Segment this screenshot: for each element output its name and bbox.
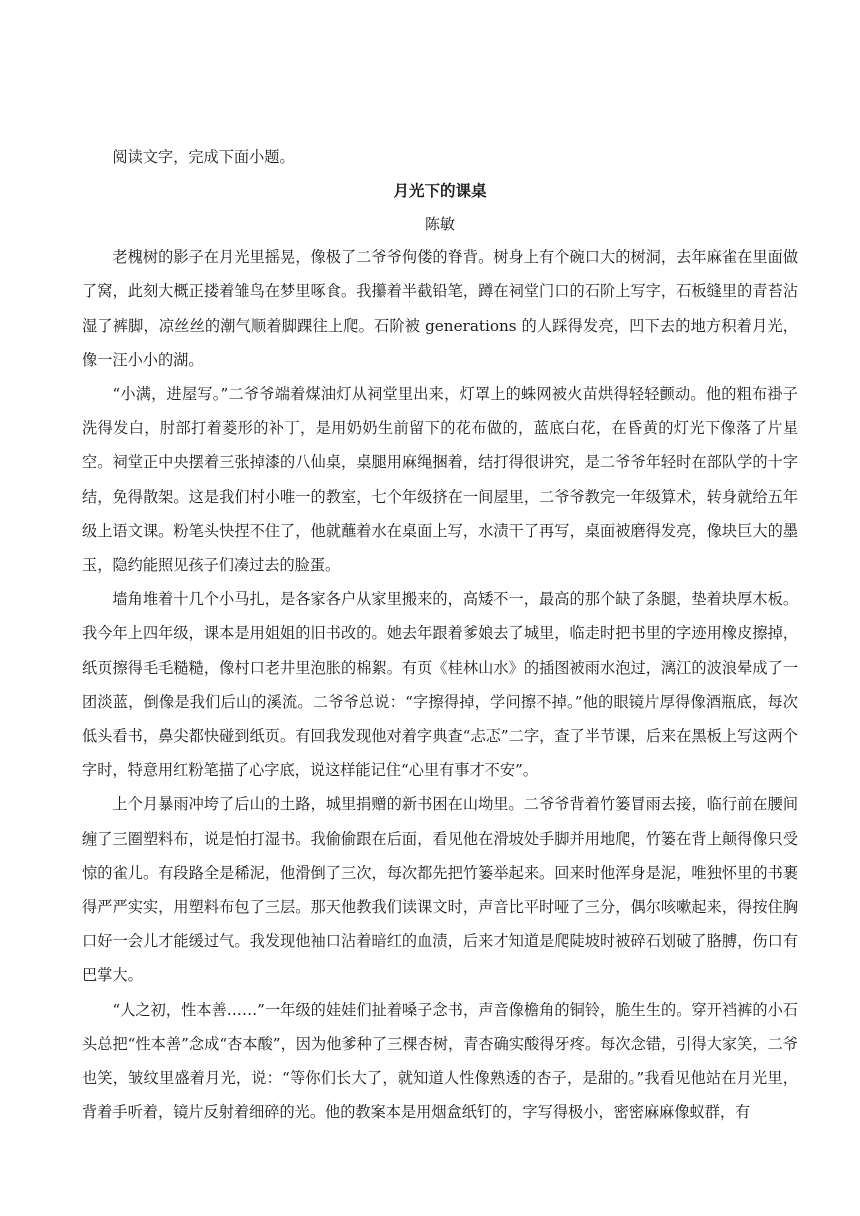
instruction-text: 阅读文字，完成下面小题。 (112, 148, 295, 166)
document-body (82, 140, 798, 1129)
paragraph-5: “人之初，性本善……”一年级的娃娃们扯着嗓子念书，声音像檐角的铜铃，脆生生的。穿开裆裤的小石头总把“性本善”念成“杏本酸”，因为他爹种了三棵杏树，青杏确实酸得牙疼。每次念错，引得大家笑，二爷也笑，皱纹里盛着月光，说：“等你们长大了，就知道人性像熟透的杏子，是甜的。”我看见他站在月光里，背着手听着，镜片反射着细碎的光。他的教案本是用烟盒纸钉的，字写得极小，密密麻麻像蚁群，有 (82, 1000, 798, 1122)
article-title: 月光下的课桌 (393, 181, 487, 201)
paragraph-2: “小满，进屋写。”二爷爷端着煤油灯从祠堂里出来，灯罩上的蛛网被火苗烘得轻轻颤动。他的粗布褂子洗得发白，肘部打着菱形的补丁，是用奶奶生前留下的花布做的，蓝底白花，在昏黄的灯光下像落了片星空。祠堂正中央摆着三张掉漆的八仙桌，桌腿用麻绳捆着，结打得很讲究，是二爷爷年轻时在部队学的十字结，免得散架。这是我们村小唯一的教室，七个年级挤在一间屋里，二爷爷教完一年级算术，转身就给五年级上语文课。粉笔头快捏不住了，他就蘸着水在桌面上写，水渍干了再写，桌面被磨得发亮，像块巨大的墨玉，隐约能照见孩子们凑过去的脸蛋。 (82, 385, 798, 575)
article-author: 陈敏 (424, 215, 455, 234)
paragraph-1: 老槐树的影子在月光里摇晃，像极了二爷爷佝偻的脊背。树身上有个碗口大的树洞，去年麻雀在里面做了窝，此刻大概正搂着雏鸟在梦里啄食。我攥着半截铅笔，蹲在祠堂门口的石阶上写字，石板缝里的青苔沾湿了裤脚，凉丝丝的潮气顺着脚踝往上爬。石阶被 generations 的人踩得发亮，凹下去的地方积着月光，像一汪小小的湖。 (82, 248, 798, 369)
paragraph-4: 上个月暴雨冲垮了后山的土路，城里捐赠的新书困在山坳里。二爷爷背着竹篓冒雨去接，临行前在腰间缠了三圈塑料布，说是怕打湿书。我偷偷跟在后面，看见他在滑坡处手脚并用地爬，竹篓在背上颠得像只受惊的雀儿。有段路全是稀泥，他滑倒了三次，每次都先把竹篓举起来。回来时他浑身是泥，唯独怀里的书裹得严严实实，用塑料布包了三层。那天他教我们读课文时，声音比平时哑了三分，偶尔咳嗽起来，得按住胸口好一会儿才能缓过气。我发现他袖口沾着暗红的血渍，后来才知道是爬陡坡时被碎石划破了胳膊，伤口有巴掌大。 (82, 795, 798, 985)
paragraph-3: 墙角堆着十几个小马扎，是各家各户从家里搬来的，高矮不一，最高的那个缺了条腿，垫着块厚木板。我今年上四年级，课本是用姐姐的旧书改的。她去年跟着爹娘去了城里，临走时把书里的字迹用橡皮擦掉，纸页擦得毛毛糙糙，像村口老井里泡胀的棉絮。有页《桂林山水》的插图被雨水泡过，漓江的波浪晕成了一团淡蓝，倒像是我们后山的溪流。二爷爷总说：“字擦得掉，学问擦不掉。”他的眼镜片厚得像酒瓶底，每次低头看书，鼻尖都快碰到纸页。有回我发现他对着字典查“忐忑”二字，查了半节课，后来在黑板上写这两个字时，特意用红粉笔描了心字底，说这样能记住“心里有事才不安”。 (82, 590, 798, 780)
